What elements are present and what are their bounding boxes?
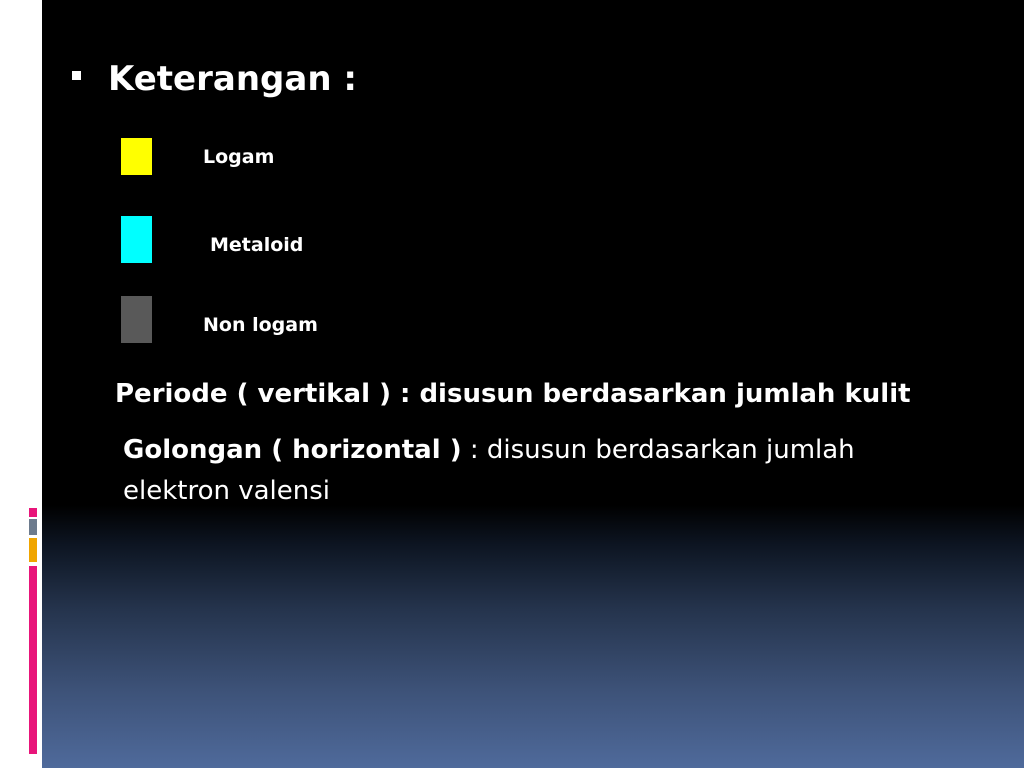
- legend-swatch-non-logam: [121, 296, 152, 343]
- accent-bar-pink-top: [29, 508, 37, 517]
- accent-bar-pink-long: [29, 566, 37, 754]
- left-decor-strip: [0, 0, 42, 768]
- legend-swatch-logam: [121, 138, 152, 175]
- legend-label-logam: Logam: [203, 146, 275, 168]
- golongan-term: Golongan ( horizontal ): [123, 435, 462, 465]
- golongan-description: [123, 430, 855, 470]
- periode-text: Periode ( vertikal ) : disusun berdasarkan jumlah kulit: [115, 379, 911, 409]
- accent-bar-orange: [29, 538, 37, 562]
- golongan-rest: : disusun berdasarkan jumlah: [461, 435, 855, 465]
- legend-label-metaloid: Metaloid: [210, 234, 304, 256]
- legend-label-non-logam: Non logam: [203, 314, 318, 336]
- bullet-marker: [72, 71, 81, 80]
- accent-bar-gray: [29, 519, 37, 535]
- slide: [42, 0, 1024, 768]
- legend-swatch-metaloid: [121, 216, 152, 263]
- golongan-description-line2: elektron valensi: [123, 476, 331, 506]
- slide-heading: Keterangan :: [108, 59, 357, 99]
- periode-description: [115, 374, 911, 414]
